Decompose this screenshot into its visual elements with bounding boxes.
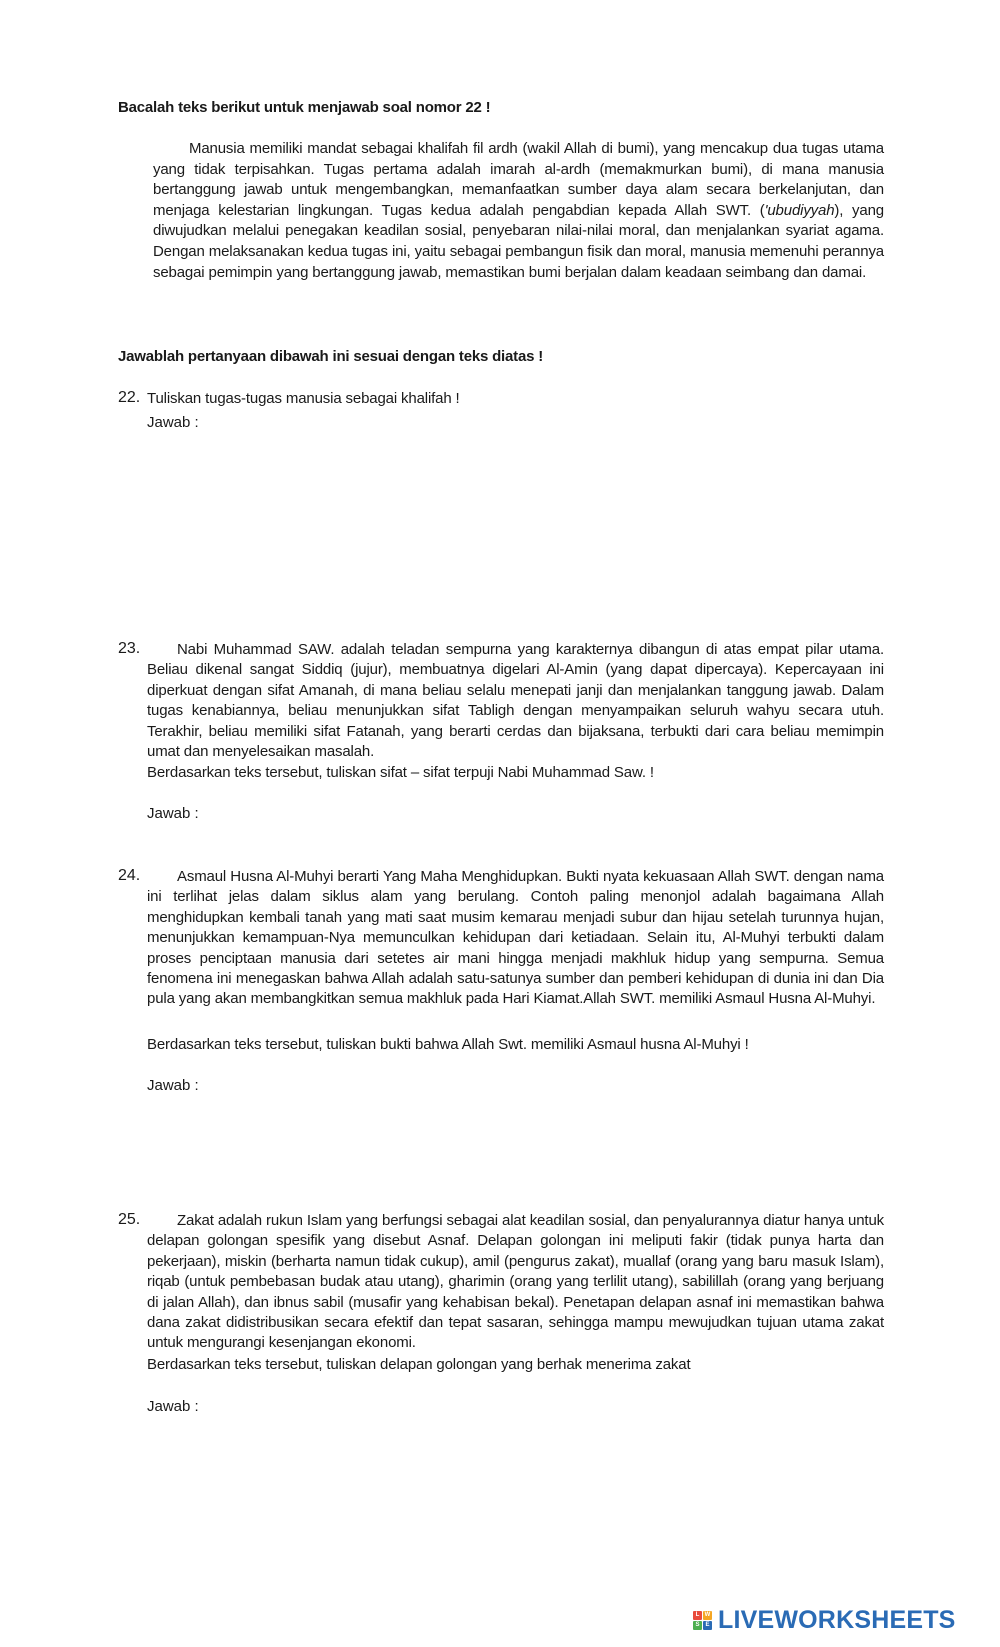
passage-text-end: ), yang diwujudkan melalui penegakan keadilan sosial, penyebaran nilai-nilai moral, dan menjalankan syariat agama. Dengan melaksanakan kedua tugas ini, yaitu sebagai pembangun fisik dan moral, manusia memenuhi perannya sebagai pemimpin yang bertanggung jawab, memastikan bumi berjalan dalam keadaan seimbang dan damai. — [153, 201, 884, 281]
jawab-label-22: Jawab : — [147, 414, 199, 431]
instruction-heading: Jawablah pertanyaan dibawah ini sesuai dengan teks diatas ! — [118, 348, 544, 365]
logo-mark-cell: S — [693, 1621, 702, 1630]
logo-mark-cell: W — [704, 1612, 711, 1618]
question-text-22: Tuliskan tugas-tugas manusia sebagai khalifah ! — [147, 390, 460, 407]
logo-mark-icon — [693, 1611, 712, 1630]
logo-text: LIVEWORKSHEETS — [718, 1606, 956, 1634]
question-prompt-24: Berdasarkan teks tersebut, tuliskan bukti bahwa Allah Swt. memiliki Asmaul husna Al-Muhyi ! — [147, 1036, 749, 1053]
passage-text: Manusia memiliki mandat sebagai khalifah fil ardh (wakil Allah di bumi), yang mencakup dua tugas utama yang tidak terpisahkan. Tugas pertama adalah imarah al-ardh (memakmurkan bumi), di mana manusia bertanggung jawab untuk mengembangkan, memanfaatkan sumber daya alam secara berkelanjutan, dan menjaga kelestarian lingkungan. Tugas kedua adalah pengabdian kepada Allah SWT. ( — [153, 140, 884, 219]
jawab-label-25: Jawab : — [147, 1398, 199, 1415]
question-number-23: 23. — [118, 640, 141, 657]
jawab-label-23: Jawab : — [147, 805, 199, 822]
answer-area-24[interactable] — [147, 1102, 884, 1192]
question-prompt-23: Berdasarkan teks tersebut, tuliskan sifat – sifat terpuji Nabi Muhammad Saw. ! — [147, 764, 654, 781]
intro-heading: Bacalah teks berikut untuk menjawab soal nomor 22 ! — [118, 99, 491, 116]
answer-area-22[interactable] — [147, 440, 884, 610]
liveworksheets-logo[interactable] — [693, 1606, 956, 1635]
answer-area-23[interactable] — [147, 830, 884, 850]
answer-area-25[interactable] — [147, 1423, 884, 1563]
passage-italic: 'ubudiyyah — [764, 201, 835, 219]
question-text-23: Nabi Muhammad SAW. adalah teladan sempurna yang karakternya dibangun di atas empat pilar utama. Beliau dikenal sangat Siddiq (jujur), membuatnya digelari Al-Amin (yang dapat dipercaya). Kepercayaan ini diperkuat dengan sifat Amanah, di mana beliau selalu menepati janji dan menjalankan tanggung jawab. Dalam tugas kenabiannya, beliau menunjukkan sifat Tabligh dengan menyampaikan seluruh wahyu secara utuh. Terakhir, beliau memiliki sifat Fatanah, yang berarti cerdas dan bijaksana, terbukti dari cara beliau memimpin umat dan menyelesaikan masalah. — [147, 641, 884, 761]
question-number-25: 25. — [118, 1211, 141, 1228]
question-number-22: 22. — [118, 389, 141, 406]
logo-mark-cell: E — [703, 1621, 712, 1630]
logo-mark-cell: L — [693, 1611, 702, 1620]
question-text-24: Asmaul Husna Al-Muhyi berarti Yang Maha Menghidupkan. Bukti nyata kekuasaan Allah SWT. dengan nama ini terlihat jelas dalam siklus alam yang berulang. Contoh paling menonjol adalah bagaimana Allah menghidupkan kembali tanah yang mati saat musim kemarau menjadi subur dan hijau setelah turunnya hujan, menunjukkan kemampuan-Nya memunculkan kehidupan dari ketiadaan. Selain itu, Al-Muhyi terbukti dalam proses penciptaan manusia dari setetes air mani hingga menjadi makhluk hidup yang sempurna. Semua fenomena ini menegaskan bahwa Allah adalah satu-satunya sumber dan pemberi kehidupan di dunia ini dan Dia pula yang akan membangkitkan semua makhluk pada Hari Kiamat.Allah SWT. memiliki Asmaul Husna Al-Muhyi. — [147, 868, 884, 1008]
jawab-label-24: Jawab : — [147, 1077, 199, 1094]
intro-passage — [153, 139, 884, 283]
question-number-24: 24. — [118, 867, 141, 884]
question-text-25: Zakat adalah rukun Islam yang berfungsi sebagai alat keadilan sosial, dan penyalurannya diatur hanya untuk delapan golongan spesifik yang disebut Asnaf. Delapan golongan ini meliputi fakir (tidak punya harta dan pekerjaan), miskin (berharta namun tidak cukup), amil (pengurus zakat), muallaf (orang yang baru masuk Islam), riqab (untuk pembebasan budak atau utang), gharimin (orang yang terlilit utang), sabilillah (orang yang berjuang di jalan Allah), dan ibnus sabil (musafir yang kehabisan bekal). Penetapan delapan asnaf ini memastikan bahwa dana zakat didistribusikan secara efektif dan tepat sasaran, sehingga mampu mewujudkan tujuan utama zakat untuk mengurangi kesenjangan ekonomi. — [147, 1212, 884, 1352]
question-prompt-25: Berdasarkan teks tersebut, tuliskan delapan golongan yang berhak menerima zakat — [147, 1356, 691, 1373]
